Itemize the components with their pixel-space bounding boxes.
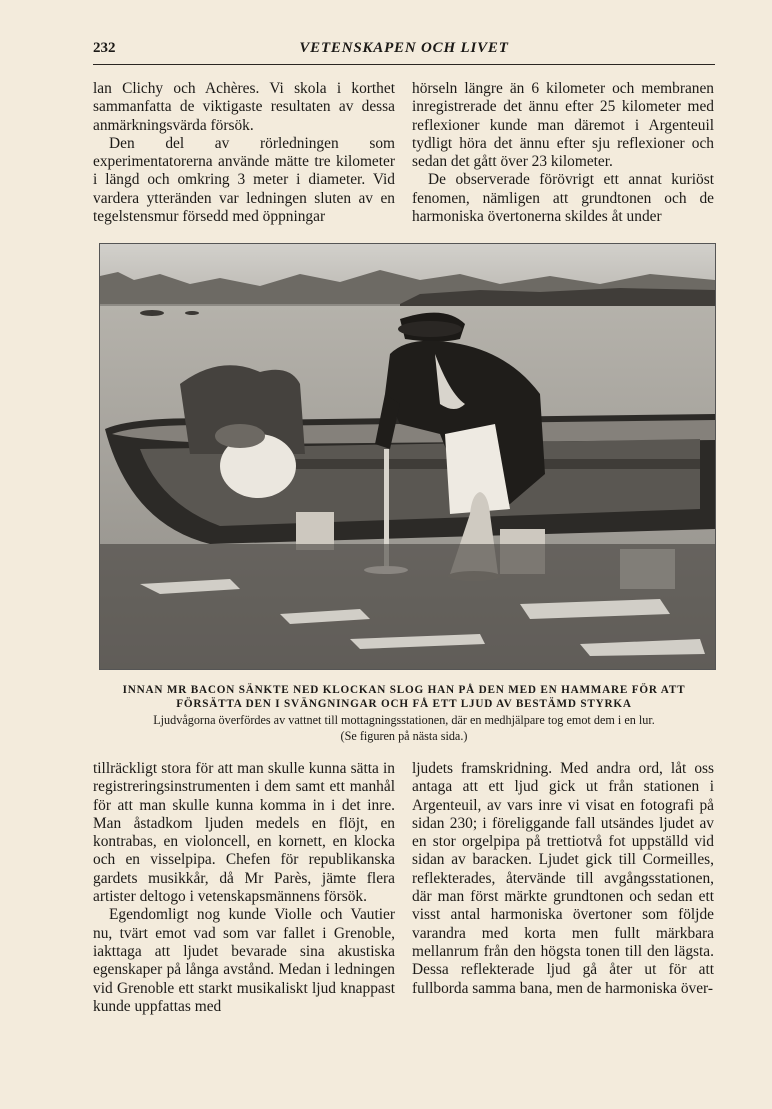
paragraph: Egendomligt nog kunde Violle och Vautier nu, tvärt emot vad som var fallet i Grenoble, iakttaga att ljudet bevarade sina akustiska egenskaper på långa avstånd. Medan i ledningen vid Grenoble ett starkt musikaliskt ljud knappast kunde uppfattas med [93,906,395,1015]
figure-caption [93,712,715,744]
page-number: 232 [93,40,116,56]
caption-line: Ljudvågorna överfördes av vattnet till mottagningsstationen, där en medhjälpare tog emot dem i en lur. [153,713,655,727]
running-title: VETENSKAPEN OCH LIVET [299,40,509,56]
figure-caption-title: INNAN MR BACON SÄNKTE NED KLOCKAN SLOG HAN PÅ DEN MED EN HAMMARE FÖR ATT FÖRSÄTTA DEN I SVÄNGNINGAR OCH FÅ ETT LJUD AV BESTÄMD STYRKA [122,684,686,710]
photo-illustration [100,244,715,669]
bottom-right-column [412,760,714,998]
paragraph: lan Clichy och Achères. Vi skola i korthet sammanfatta de viktigaste resultaten av dessa anmärkningsvärda försök. [93,80,395,134]
paragraph: Den del av rörledningen som experimentatorerna använde mätte tre kilometer i längd och omkring 3 meter i diameter. Vid vardera ytteränden var ledningen sluten av en tegelstensmur försedd med öppningar [93,134,395,226]
top-left-column [93,80,395,226]
paragraph: tillräckligt stora för att man skulle kunna sätta in registreringsinstrumenten i dem samt ett manhål för att man skulle kunna komma in i det inre. Man åstadkom ljuden medels en flöjt, en kontrabas, en violoncell, en kornett, en klocka och en visselpipa. Chefen för republikanska gardets musikkår, då Mr Parès, jämte flera artister deltogo i vetenskapsmännens försök. [93,760,395,906]
caption-line: (Se figuren på nästa sida.) [340,729,468,743]
paragraph: De observerade förövrigt ett annat kuriöst fenomen, nämligen att grundtonen och de harmoniska övertonerna skildes åt under [412,171,714,226]
bottom-left-column [93,760,395,1016]
running-header [93,40,715,65]
top-right-column [412,80,714,226]
photo-man-lowering-bell-from-boat [99,243,716,670]
paragraph: hörseln längre än 6 kilometer och membranen inregistrerade det ännu efter 25 kilometer med reflexioner kunde man däremot i Argenteuil tydligt höra det ännu efter sju reflexioner och sedan det gått över 23 kilometer. [412,80,714,171]
paragraph: ljudets framskridning. Med andra ord, låt oss antaga att ett ljud gick ut från stationen i Argenteuil, av vars inre vi visat en fotografi på sidan 230; i föreliggande fall utsändes ljudet av en stor orgelpipa på trettiotvå fot uppställd vid sidan av baracken. Ljudet gick till Cormeilles, reflekterades, återvände till avgångsstationen, där man först märkte grundtonen och sedan ett visst antal harmoniska övertoner som följde varandra med korta men fullt märkbara mellanrum från den högsta tonen till den lägsta. Dessa reflekterade ljud gå åter ut för att fullborda samma bana, men de harmoniska över- [412,760,714,997]
